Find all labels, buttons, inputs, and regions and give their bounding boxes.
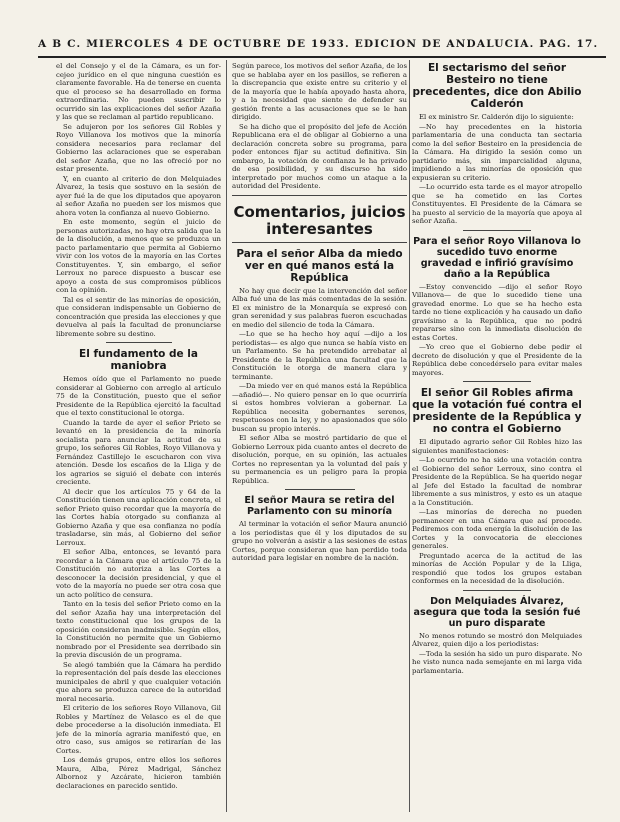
page-header: A B C. MIERCOLES 4 DE OCTUBRE DE 1933. EDICION DE ANDALUCIA. PAG. 17. <box>38 38 599 50</box>
section-heading: Para el señor Royo Villanova lo sucedido tuvo enorme gravedad e infirió gravísimo daño a la República <box>413 235 581 280</box>
article-paragraph: —Yo creo que el Gobierno debe pedir el decreto de disolución y que el Presidente de la República debe concedérselo para evitar males mayores. <box>412 343 582 377</box>
article-paragraph: El señor Alba se mostró partidario de que el Gobierno Lerroux pida cuanto antes el decreto de disolución, porque, en su opinión, las actuales Cortes no representan ya la voluntad del país y su permanencia es un peligro para la propia República. <box>232 434 407 485</box>
column-divider-2 <box>409 60 410 812</box>
article-paragraph: —Las minorías de derecha no pueden permanecer en una Cámara que así procede. Pediremos con toda energía la disolución de las Cortes y la convocatoria de elecciones generales. <box>412 508 582 550</box>
article-paragraph: En este momento, según el juicio de personas autorizadas, no hay otra salida que la de la disolución, a menos que se produzca un pacto parlamentario que permita al Gobierno vivir con los votos de la mayoría en las Cortes Constituyentes. Y, sin embargo, el señor Lerroux no parece dispuesto a buscar ese apoyo a costa de sus compromisos públicos con la opinión. <box>56 218 221 294</box>
article-paragraph: Al decir que los artículos 75 y 64 de la Constitución tienen una aplicación concreta, el señor Prieto quiso recordar que la mayoría de las Cortes había otorgado su confianza al Gobierno Azaña y que esa confianza no podía trasladarse, sin más, al Gobierno del señor Lerroux. <box>56 487 221 547</box>
section-heading: El sectarismo del señor Besteiro no tiene precedentes, dice don Abilio Calderón <box>412 62 582 110</box>
section-separator <box>232 242 407 243</box>
main-heading: Comentarios, juicios interesantes <box>233 202 406 238</box>
article-paragraph: No menos rotundo se mostró don Melquiades Álvarez, quien dijo a los periodistas: <box>412 631 582 648</box>
article-paragraph: Preguntado acerca de la actitud de las minorías de Acción Popular y de la Lliga, respondió que todos los grupos estaban conformes en la necesidad de la disolución. <box>412 551 582 585</box>
section-heading: El señor Gil Robles afirma que la votación fué contra el presidente de la República y no contra el Gobierno <box>412 387 582 435</box>
section-separator <box>463 381 531 382</box>
article-paragraph: —Lo que se ha hecho hoy aquí —dijo a los periodistas— es algo que nunca se había visto en un Parlamento. Se ha pretendido arrebatar al Presidente de la República una facultad que la Constitución le otorga de manera clara y terminante. <box>232 330 407 381</box>
column-1 <box>56 62 221 812</box>
article-paragraph: El ex ministro Sr. Calderón dijo lo siguiente: <box>419 113 574 121</box>
section-heading: Don Melquiades Álvarez, asegura que toda la sesión fué un puro disparate <box>413 595 581 629</box>
article-paragraph: Los demás grupos, entre ellos los señores Maura, Alba, Pérez Madrigal, Sánchez Albornoz y Azcárate, hicieron también declaraciones en parecido sentido. <box>56 756 221 790</box>
section-separator <box>463 590 531 591</box>
article-paragraph: Hemos oído que el Parlamento no puede considerar al Gobierno con arreglo al artículo 75 de la Constitución, puesto que el señor Presidente de la República ejercitó la facultad que el texto constitucional le otorga. <box>56 375 221 417</box>
article-paragraph: Y, en cuanto al criterio de don Melquiades Álvarez, la tesis que sostuvo en la sesión de ayer fué la de que los diputados que apoyaron al señor Azaña no pueden ser los mismos que ahora voten la confianza al nuevo Gobierno. <box>56 174 221 217</box>
article-paragraph: —Toda la sesión ha sido un puro disparate. No he visto nunca nada semejante en mi larga vida parlamentaria. <box>412 649 582 675</box>
section-separator <box>463 230 531 231</box>
article-paragraph: Tanto en la tesis del señor Prieto como en la del señor Azaña hay una interpretación del texto constitucional que los grupos de la oposición consideran inadmisible. Según ellos, la Constitución no permite que un Gobierno nombrado por el Presidente sea derribado sin la previa discusión de un programa. <box>56 600 221 659</box>
column-divider-1 <box>226 60 227 812</box>
section-separator <box>285 489 355 490</box>
article-paragraph: Tal es el sentir de las minorías de oposición, que consideran indispensable un Gobierno de concentración que presida las elecciones y que devuelva al país la facultad de pronunciarse libremente sobre su destino. <box>56 295 221 338</box>
section-heading: El señor Maura se retira del Parlamento con su minoría <box>244 495 395 517</box>
section-heading: El fundamento de la maniobra <box>79 348 198 372</box>
article-paragraph: Se alegó también que la Cámara ha perdido la representación del país desde las elecciones municipales de abril y que cualquier votación que ahora se produzca carece de la autoridad moral necesaria. <box>56 660 221 703</box>
article-paragraph: El criterio de los señores Royo Villanova, Gil Robles y Martínez de Velasco es el de que debe procederse a la disolución inmediata. El jefe de la minoría agraria manifestó que, en otro caso, sus amigos se retirarían de las Cortes. <box>56 704 221 755</box>
section-separator <box>106 342 172 343</box>
header-rule <box>38 56 606 58</box>
column-3 <box>412 62 582 812</box>
article-paragraph: —Lo ocurrido no ha sido una votación contra el Gobierno del señor Lerroux, sino contra el Presidente de la República. Se ha querido negar al Jefe del Estado la facultad de nombrar libremente a sus ministros, y esto es un ataque a la Constitución. <box>412 456 582 507</box>
article-paragraph: —No hay precedentes en la historia parlamentaria de una conducta tan sectaria como la del señor Besteiro en la presidencia de la Cámara. Ha dirigido la sesión como un partidario más, sin imparcialidad alguna, impidiendo a las minorías de oposición que expusieran su criterio. <box>412 122 582 182</box>
article-paragraph: Se ha dicho que el propósito del jefe de Acción Republicana era el de obligar al Gobierno a una declaración concreta sobre su programa, para poder entonces fijar su actitud definitiva. Sin embargo, la votación de confianza le ha privado de esa posibilidad, y su discurso ha sido interpretado por muchos como un ataque a la autoridad del Presidente. <box>232 122 407 190</box>
article-paragraph: Según parece, los motivos del señor Azaña, de los que se hablaba ayer en los pasillos, se refieren a la discrepancia que existe entre su criterio y el de la mayoría que le había apoyado hasta ahora, y a la necesidad que siente de defender su gestión frente a las acusaciones que se le han dirigido. <box>232 62 407 121</box>
article-paragraph: El diputado agrario señor Gil Robles hizo las siguientes manifestaciones: <box>412 438 582 455</box>
article-paragraph: El señor Alba, entonces, se levantó para recordar a la Cámara que el artículo 75 de la Constitución no autoriza a las Cortes a desconocer la decisión presidencial, y que el voto de la mayoría no puede ser otra cosa que un acto político de censura. <box>56 548 221 599</box>
article-paragraph: Se adujeron por los señores Gil Robles y Royo Villanova los motivos que la minoría considera necesarios para reclamar del Gobierno las aclaraciones que se esperaban del señor Azaña, que no las ofreció por no estar presente. <box>56 122 221 173</box>
section-heading: Para el señor Alba da miedo ver en qué manos está la República <box>236 247 403 284</box>
article-paragraph: Cuando la tarde de ayer el señor Prieto se levantó en la presidencia de la minoría socialista para anunciar la actitud de su grupo, los señores Gil Robles, Royo Villanova y Fernández Castillejo le escucharon con viva atención. Desde los escaños de la Lliga y de los agrarios se siguió el debate con interés creciente. <box>56 418 221 486</box>
section-separator <box>232 195 407 196</box>
article-paragraph: —Lo ocurrido esta tarde es el mayor atropello que se ha cometido en las Cortes Constituyentes. El Presidente de la Cámara se ha puesto al servicio de la mayoría que apoya al señor Azaña. <box>412 183 582 225</box>
article-paragraph: el del Consejo y el de la Cámara, es un forcejeo jurídico en el que ninguna cuestión es claramente favorable. Ha de tenerse en cuenta que el proceso se ha desarrollado en forma extraordinaria. No pueden suscribir lo ocurrido sin las explicaciones del señor Azaña y las que se reclaman al partido republicano. <box>56 62 221 121</box>
column-2 <box>232 62 407 812</box>
article-paragraph: No hay que decir que la intervención del señor Alba fué una de las más comentadas de la sesión. El ex ministro de la Monarquía se expresó con gran serenidad y sus palabras fueron escuchadas en medio del silencio de toda la Cámara. <box>232 286 407 329</box>
article-paragraph: —Estoy convencido —dijo el señor Royo Villanova— de que lo sucedido tiene una gravedad enorme. Lo que se ha hecho esta tarde no tiene explicación y ha causado un daño gravísimo a la República, que no podrá repararse sino con la inmediata disolución de estas Cortes. <box>412 282 582 342</box>
article-paragraph: —Da miedo ver en qué manos está la República —añadió—. No quiero pensar en lo que ocurriría si estos hombres volvieran a gobernar. La República necesita gobernantes serenos, respetuosos con la ley, y no apasionados que sólo buscan su propio interés. <box>232 382 407 433</box>
article-paragraph: Al terminar la votación el señor Maura anunció a los periodistas que él y los diputados de su grupo no volverán a asistir a las sesiones de estas Cortes, porque consideran que han perdido toda autoridad para legislar en nombre de la nación. <box>232 520 407 562</box>
